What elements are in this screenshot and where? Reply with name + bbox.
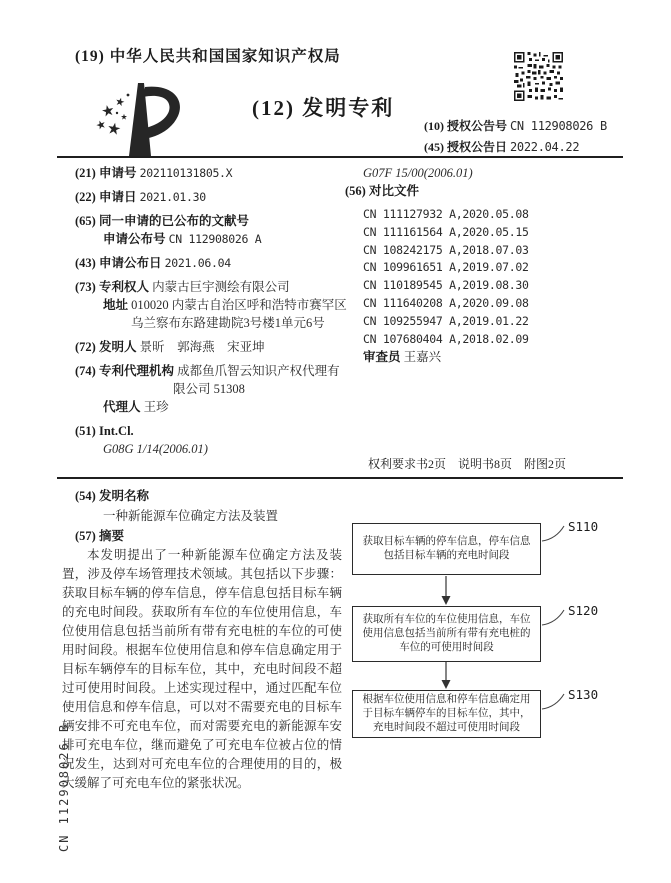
- abstract-label: (57) 摘要: [75, 529, 124, 543]
- grant-number-label: (10) 授权公告号: [424, 119, 507, 133]
- biblio-right-column: [345, 164, 623, 366]
- field-agency: [75, 362, 349, 398]
- flow-step-box: 获取目标车辆的停车信息，停车信息包括目标车辆的充电时间段: [352, 523, 541, 575]
- abstract-text: 本发明提出了一种新能源车位确定方法及装置，涉及停车场管理技术领域。其包括以下步骤：获取目标车辆的停车信息，停车信息包括目标车辆的充电时间段。获取所有车位的车位使用信息，车位使用信息包括当前所有带有充电桩的车位的可使用时间段。根据车位使用信息和停车信息确定用于目标车辆停车的目标车位，其中，充电时间段不超过可使用时间段。上述实现过程中，通过匹配车位使用信息和停车信息，可以对不需要充电的目标车辆安排不可充电车位，而对需要充电的新能源车安排可充电车位，继而避免了可充电车位被占位的情况发生，达到对可充电车位的合理使用的目的，极大缓解了可充电车位的紧张状况。: [62, 548, 342, 790]
- citation-item: CN 107680404 A,2018.02.09: [363, 331, 529, 346]
- field-57-label: [75, 526, 278, 546]
- field-72-label: (72) 发明人: [75, 340, 137, 354]
- field-43-label: (43) 申请公布日: [75, 256, 162, 270]
- field-22-value: 2021.01.30: [139, 190, 206, 204]
- field-publication-date: [75, 254, 349, 272]
- field-54-label: [75, 486, 278, 506]
- citation-item: CN 111640208 A,2020.09.08: [363, 295, 529, 310]
- field-65-label: (65) 同一申请的已公布的文献号: [75, 214, 249, 228]
- field-74-label: (74) 专利代理机构: [75, 364, 174, 378]
- invention-title-label: (54) 发明名称: [75, 489, 149, 503]
- field-publication-number: [75, 230, 349, 248]
- citation-item: CN 110189545 A,2019.08.30: [363, 278, 529, 293]
- cnipa-logo-icon: [93, 80, 185, 164]
- field-74-agent-value: 王珍: [143, 400, 169, 414]
- field-74-value: 成都鱼爪智云知识产权代理有限公司 51308: [173, 364, 340, 396]
- header-divider: [57, 156, 623, 158]
- field-21-label: (21) 申请号: [75, 166, 137, 180]
- pages-summary: 权利要求书2页 说明书8页 附图2页: [368, 457, 567, 471]
- field-22-label: (22) 申请日: [75, 190, 137, 204]
- flow-step-id: S110: [568, 519, 599, 534]
- citation-item: CN 108242175 A,2018.07.03: [363, 242, 529, 257]
- grant-info-block: [424, 116, 607, 158]
- biblio-divider: [57, 477, 623, 479]
- field-21-value: 202110131805.X: [139, 166, 233, 180]
- biblio-left-column: [75, 164, 349, 464]
- qr-code: [514, 52, 563, 101]
- citation-item: CN 109255947 A,2019.01.22: [363, 313, 529, 328]
- document-type-title: (12) 发明专利: [252, 96, 395, 120]
- field-address: [75, 296, 349, 332]
- field-73-value: 内蒙古巨宇测绘有限公司: [152, 280, 290, 294]
- field-65-sub-value: CN 112908026 A: [168, 232, 262, 246]
- field-73-label: (73) 专利权人: [75, 280, 149, 294]
- grant-date-value: 2022.04.22: [510, 140, 580, 154]
- citation-item: CN 111161564 A,2020.05.15: [363, 224, 529, 239]
- invention-title: 一种新能源车位确定方法及装置: [103, 509, 279, 523]
- flow-step-box: 获取所有车位的车位使用信息，车位使用信息包括当前所有带有充电桩的车位的可使用时间段: [352, 606, 541, 662]
- field-examiner: [345, 348, 623, 366]
- field-int-cl: [75, 422, 349, 440]
- citation-item: CN 109961651 A,2019.07.02: [363, 260, 529, 275]
- issuing-office-title: (19) 中华人民共和国国家知识产权局: [75, 48, 341, 65]
- field-agent: [75, 398, 349, 416]
- field-application-number: [75, 164, 349, 182]
- side-publication-code: CN 112908026 B: [57, 722, 71, 852]
- field-application-date: [75, 188, 349, 206]
- examiner-value: 王嘉兴: [403, 350, 442, 365]
- field-74-agent-label: 代理人: [103, 400, 141, 414]
- title-section: [75, 486, 278, 546]
- flow-step-id: S120: [568, 603, 599, 618]
- field-43-value: 2021.06.04: [164, 256, 231, 270]
- grant-number-value: CN 112908026 B: [510, 119, 607, 133]
- field-inventors: [75, 338, 349, 356]
- field-int-cl-value: G08G 1/14(2006.01): [103, 442, 208, 456]
- citation-item: CN 111127932 A,2020.05.08: [363, 207, 529, 221]
- grant-date-label: (45) 授权公告日: [424, 140, 507, 154]
- field-72-value: 景昕 郭海燕 宋亚坤: [139, 340, 265, 354]
- examiner-label: 审查员: [363, 350, 401, 365]
- int-cl-continued: G07F 15/00(2006.01): [363, 166, 473, 180]
- field-73-addr-label: 地址: [103, 298, 129, 312]
- flow-step-id: S130: [568, 687, 599, 702]
- field-65-sub-label: 申请公布号: [103, 232, 166, 246]
- grant-date-line: [424, 137, 607, 158]
- field-prior-publication: [75, 212, 349, 230]
- flow-step-box: 根据车位使用信息和停车信息确定用于目标车辆停车的目标车位，其中，充电时间段不超过可使用时间段: [352, 690, 541, 738]
- field-citations: [345, 182, 623, 200]
- grant-number-line: [424, 116, 607, 137]
- field-56-label: (56) 对比文件: [345, 184, 419, 198]
- field-73-addr-value: 010020 内蒙古自治区呼和浩特市赛罕区乌兰察布东路建勘院3号楼1单元6号: [131, 298, 347, 330]
- flowchart-figure: [340, 515, 671, 755]
- field-51-label: (51) Int.Cl.: [75, 424, 134, 438]
- field-patentee: [75, 278, 349, 296]
